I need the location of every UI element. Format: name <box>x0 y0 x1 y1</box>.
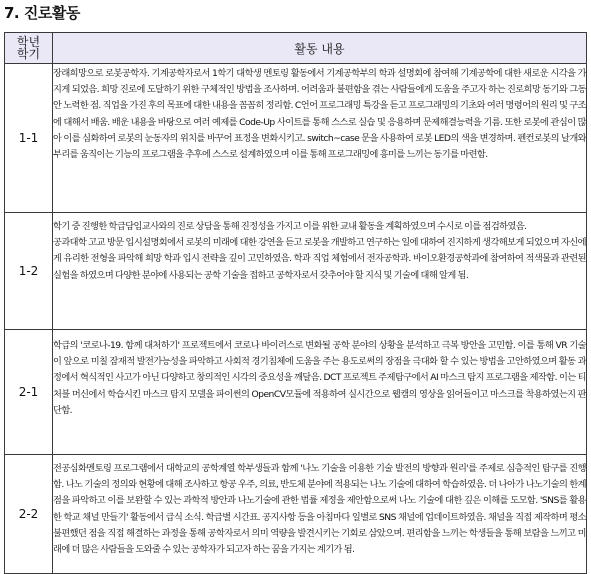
activity-content-cell <box>53 455 587 574</box>
grade-semester-cell: 2-1 <box>5 330 53 455</box>
activity-content-cell <box>53 330 587 455</box>
table-header-row <box>5 33 587 64</box>
activity-paragraph: 장래희망으로 로봇공학자. 기계공학자로서 1학기 대학생 멘토링 활동에서 기계공학부의 학과 설명회에 참여해 기계공학에 대한 새로운 시각을 가지게 되었음. 희망 진로에 도달하기 위한 구체적인 방법을 조사하며. 어려움과 불편함을 겪는 사람들에게 도움을 주고자 하는 진로희망 동기와 그동안 노력한 점. 직업을 가진 후의 목표에 대한 내용을 꼼꼼히 정리함. C언어 프로그래밍 특강을 듣고 프로그래밍의 기초와 여러 명령어의 원리 및 구조에 대해서 배움. 배운 내용을 바탕으로 여러 예제를 Code-Up 사이트를 통해 스스로 실습 및 응용하며 문제해결능력을 기름. 또한 로봇에 관심이 많아 이를 심화하여 로봇의 눈동자의 위치를 바꾸어 표정을 변화시키고. switch~case 문을 사용하여 로봇 LED의 색을 변경하며. 펜컨로봇의 날개와 부리를 움직이는 기능의 프로그램을 추후에 스스로 설계하였으며 이를 통해 프로그래밍에 흥미를 느끼는 동기를 마련함. <box>53 68 586 161</box>
grade-semester-cell: 1-1 <box>5 64 53 213</box>
grade-header-label: 학년 <box>16 35 41 49</box>
table-row <box>5 64 587 213</box>
table-row <box>5 213 587 330</box>
table-row <box>5 455 587 574</box>
grade-semester-cell: 2-2 <box>5 455 53 574</box>
activity-paragraph: 학급의 '코로나-19. 함께 대처하기' 프로젝트에서 코로나 바이러스로 변화될 공학 분야의 상황을 분석하고 극복 방안을 고민함. 이를 통해 VR 기술이 앞으로 미칠 잠재적 발전가능성을 파악하고 사회적 경기침체에 도움을 주는 용도로써의 장점을 극대화 할 수 있는 방법을 고안하였으며 활동 과정에서 혁식적인 사고가 아닌 다양하고 창의적인 시각의 중요성을 깨달음. DCT 프로젝트 주제탐구에서 AI 마스크 탐지 프로그램을 제작함. 이는 티처블 머신에서 학습시킨 마스크 탐지 모델을 파이썬의 OpenCV모듈에 적용하여 실시간으로 웹캠의 영상을 읽어들이고 마스크를 착용하였는지 판단함. <box>53 340 586 416</box>
activity-paragraph: 전공심화멘토링 프로그램에서 대학교의 공학계열 학부생들과 함께 '나노 기술을 이용한 기술 발전의 방향과 원리'를 주제로 심층적인 탐구를 진행함. 나노 기술의 정의와 현황에 대해 조사하고 항공 우주, 의료, 반도체 분야에 적용되는 나노 기술에 대하여 학습하였음. 더 나아가 나노기술의 한계점을 파악하고 이를 보완할 수 있는 과학적 방안과 나노기술에 관한 법률 제정을 제안함으로써 나노 기술에 대한 깊은 이해를 도모함. 'SNS를 활용한 학교 채널 만들기' 활동에서 급식 소식. 학급별 시간표. 공지사항 등을 아침마다 일별로 SNS 채널에 업데이트하였음. 채널을 직접 제작하며 평소 불편했던 점을 직접 해결하는 과정을 통해 공학자로서 의미 역량을 발견시키는 기회로 삼았으며. 편리함을 느끼는 학생들을 통해 보람을 느끼고 미래에 더 많은 사람들을 도와줄 수 있는 공학자가 되고자 하는 꿈을 가지는 계기가 됨. <box>53 463 586 556</box>
career-activity-table <box>4 32 587 574</box>
activity-content-cell <box>53 213 587 330</box>
activity-paragraph: 공과대학 고교 방문 입시설명회에서 로봇의 미래에 대한 강연을 듣고 로봇을 개발하고 연구하는 일에 대하여 진지하게 생각해보게 되었으며 자신에게 유리한 전형을 파악해 희망 학과 입시 전략을 깊이 고민하였음. 학과 직업 체험에서 전자공학과. 바이오환경공학과에 참여하여 적색물과 관련된 실험을 하였으며 다양한 분야에 사용되는 공학 기술을 접하고 공학자로서 갖추어야 할 지식 및 기술에 대해 알게 됨. <box>53 237 586 281</box>
section-title: 7. 진로활동 <box>4 4 80 22</box>
activity-content-header: 활동 내용 <box>53 33 587 64</box>
grade-semester-cell: 1-2 <box>5 213 53 330</box>
grade-semester-header <box>5 33 53 64</box>
table-row <box>5 330 587 455</box>
activity-content-cell <box>53 64 587 213</box>
semester-header-label: 학기 <box>16 47 41 61</box>
activity-paragraph: 학기 중 진행한 학급담임교사와의 진로 상담을 통해 진정성을 가지고 이를 위한 교내 활동을 계획하였으며 수시로 이를 점검하였음. <box>53 221 527 232</box>
